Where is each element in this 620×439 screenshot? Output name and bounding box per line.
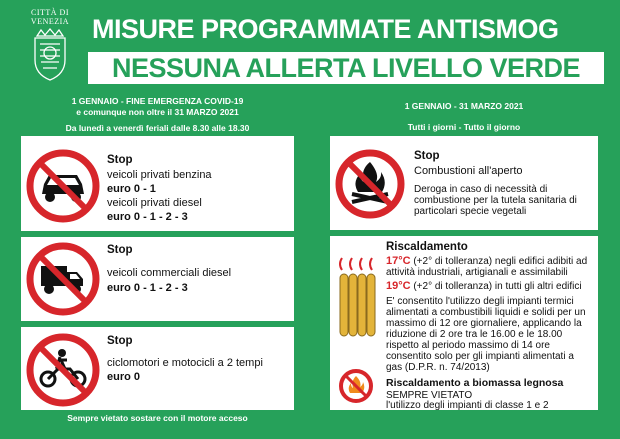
divider [330,230,598,236]
heating-p3-6: gas (D.P.R. n. 74/2013) [386,362,490,373]
heating-rule1-line2: attività industriali, artigianali e assimilabili [386,267,568,278]
no-biomass-icon [338,368,374,404]
biomass-line2: l'utilizzo degli impianti di classe 1 e 2 [386,400,549,411]
left-block3-line1: ciclomotori e motocicli a 2 tempi [107,357,263,369]
heating-title: Riscaldamento [386,241,468,253]
left-block1-line2: euro 0 - 1 [107,183,156,195]
radiator-icon [334,256,384,344]
logo-line2: VENEZIA [30,17,70,26]
heating-temp1: 17°C [386,255,411,267]
left-header-line1: 1 GENNAIO - FINE EMERGENZA COVID-19 [71,96,244,106]
no-fire-icon [334,148,406,220]
biomass-title: Riscaldamento a biomassa legnosa [386,377,564,389]
right-block1-stop: Stop [414,150,440,162]
left-header-line2: e comunque non oltre il 31 MARZO 2021 [76,107,239,117]
heating-p3-4: rispetto al periodo massimo di 14 ore [386,340,550,351]
left-block1-line1: veicoli privati benzina [107,169,212,181]
heating-p3-5: consentito solo per gli impianti alimentati a [386,351,574,362]
right-header-line2: Tutti i giorni - Tutto il giorno [407,122,521,132]
right-block1-line4: particolari specie vegetali [414,206,527,217]
no-car-icon [25,148,101,224]
left-block1-stop: Stop [107,154,133,166]
no-truck-icon [25,241,101,317]
no-motorcycle-icon [25,332,101,408]
heating-temp2: 19°C [386,280,411,292]
alert-level-banner: NESSUNA ALLERTA LIVELLO VERDE [88,52,604,84]
heating-p3-3: riduzione di 2 ore tra le 16.00 e le 18.00 [386,329,563,340]
heating-rule1 [386,256,587,268]
left-block2-stop: Stop [107,244,133,256]
divider [21,231,294,237]
right-block1-line3: combustione per la tutela sanitaria di [414,195,577,206]
left-block3-stop: Stop [107,335,133,347]
left-header-line3: Da lunedì a venerdì feriali dalle 8.30 alle 18.30 [65,123,250,133]
heating-rule2-text: (+2° di tolleranza) in tutti gli altri edifici [410,281,582,292]
city-logo [22,8,78,88]
left-block3-line2: euro 0 [107,371,141,383]
right-block1-line1: Combustioni all'aperto [414,165,523,177]
left-panel [21,92,294,410]
heating-p3-2: massimo di 12 ore giornaliere, applicando la [386,318,582,329]
right-header-line1: 1 GENNAIO - 31 MARZO 2021 [404,101,524,111]
heating-p3-0: E' consentito l'utilizzo degli impianti termici [386,296,574,307]
page-title: MISURE PROGRAMMATE ANTISMOG [92,14,559,44]
left-footer: Sempre vietato sostare con il motore acceso [67,413,248,423]
biomass-line1: SEMPRE VIETATO [386,390,473,401]
left-block1-line4: euro 0 - 1 - 2 - 3 [107,211,188,223]
city-crest-icon [31,28,69,82]
left-block2-line2: euro 0 - 1 - 2 - 3 [107,282,188,294]
heating-rule2 [386,281,582,293]
logo-line1: CITTÀ DI [31,8,69,17]
heating-rule1-text: (+2° di tolleranza) negli edifici adibiti ad [410,256,588,267]
divider [21,321,294,327]
heating-p3-1: alimentati a combustibili liquidi e solidi per un [386,307,586,318]
right-block1-line2: Deroga in caso di necessità di [414,184,548,195]
right-panel [330,92,598,410]
left-block1-line3: veicoli privati diesel [107,197,202,209]
left-block2-line1: veicoli commerciali diesel [107,267,232,279]
